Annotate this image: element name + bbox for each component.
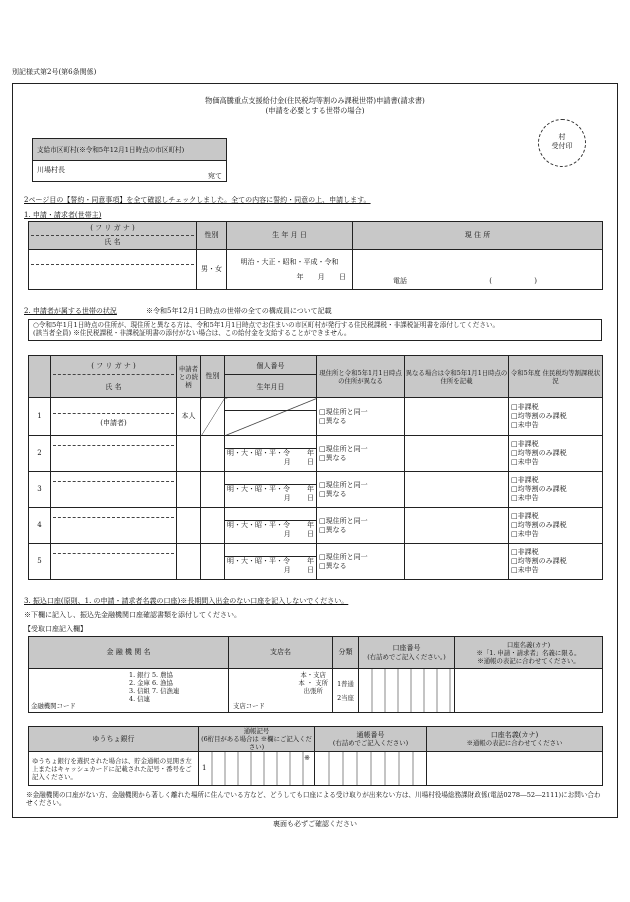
- section2-heading: 2. 申請者が属する世帯の状況: [24, 307, 117, 315]
- applicant-address-header: 現 住 所: [353, 222, 603, 250]
- applicant-dob-header: 生 年 月 日: [227, 222, 353, 250]
- household-row-sex[interactable]: [201, 544, 225, 580]
- municipality-value[interactable]: 川場村長: [37, 166, 65, 174]
- household-row-address-diff[interactable]: □現住所と同一 □異なる: [317, 508, 405, 544]
- yucho-header: ゆうちょ銀行: [29, 727, 199, 752]
- holder-cell[interactable]: [455, 669, 603, 713]
- household-row-dob[interactable]: 明・大・昭・平・令 年 月 日: [225, 436, 317, 472]
- bank-name-cell[interactable]: 1. 銀行 5. 農協 2. 金庫 6. 漁協 3. 信組 7. 信漁連 4. 信連 金融機関コード: [29, 669, 229, 713]
- applicant-name-header: [29, 222, 197, 250]
- household-row-address-diff[interactable]: □現住所と同一 □異なる: [317, 544, 405, 580]
- household-row-dob[interactable]: 明・大・昭・平・令 年 月 日: [225, 472, 317, 508]
- footer-note: ※金融機関の口座がない方、金融機関から著しく離れた場所に住んでいる方など、どうしても口座による受け取りが出来ない方は、川場村役場総務課財政係(電話0278―52―2111)にお問い合わせください。: [26, 791, 601, 808]
- applicant-sex-cell[interactable]: 男・女: [197, 250, 227, 290]
- applicant-name-cell[interactable]: [29, 250, 197, 290]
- passbook-no-header: 通帳番号 (右詰めでご記入ください): [315, 727, 427, 752]
- applicant-furigana-header: ( フ リ ガ ナ ): [31, 224, 194, 236]
- applicant-sex-header: 性別: [197, 222, 227, 250]
- household-row-tax[interactable]: □非課税 □均等割のみ課税 □未申告: [509, 544, 603, 580]
- household-address-diff-header: 現住所と令和5年1月1日時点の住所が異なる: [317, 356, 405, 398]
- household-sex-header: 性別: [201, 356, 225, 398]
- household-row-name[interactable]: [51, 544, 177, 580]
- household-row-diff-address[interactable]: [405, 472, 509, 508]
- household-no-header: [29, 356, 51, 398]
- municipality-box: [32, 138, 227, 182]
- household-row: [29, 508, 603, 544]
- branch-code-label: 支店コード: [233, 702, 265, 710]
- household-row-address-diff[interactable]: □現住所と同一 □異なる: [317, 436, 405, 472]
- household-row-dob[interactable]: [225, 398, 317, 436]
- acct-no-cell[interactable]: [359, 669, 455, 713]
- section3-note: ※下欄に記入し、振込先金融機関口座確認書類を添付してください。: [24, 611, 241, 619]
- household-row-relation[interactable]: [177, 544, 201, 580]
- household-name-label: 氏 名: [105, 382, 122, 391]
- yucho-holder-header: 口座名義(カナ) ※通帳の表記に合わせてください: [427, 727, 603, 752]
- stamp-line2: 受付印: [551, 141, 573, 150]
- household-row-name[interactable]: (申請者): [51, 398, 177, 436]
- household-row-tax[interactable]: □非課税 □均等割のみ課税 □未申告: [509, 472, 603, 508]
- household-name-header: [51, 356, 177, 398]
- household-diff-address-header: 異なる場合は令和5年1月1日時点の住所を記載: [405, 356, 509, 398]
- household-row-dob[interactable]: 明・大・昭・平・令 年 月 日: [225, 508, 317, 544]
- household-row-no: 5: [29, 544, 51, 580]
- household-row-dob[interactable]: 明・大・昭・平・令 年 月 日: [225, 544, 317, 580]
- type-cell[interactable]: 1普通 2当座: [333, 669, 359, 713]
- household-row-tax[interactable]: □非課税 □均等割のみ課税 □未申告: [509, 398, 603, 436]
- back-page-note: 裏面も必ずご確認ください: [273, 820, 357, 828]
- household-tax-header: 令和5年度 住民税均等割課税状況: [509, 356, 603, 398]
- type-header: 分類: [333, 637, 359, 669]
- passbook-header: 通帳記号 (6桁目がある場合は ※欄にご記入ください): [199, 727, 315, 752]
- phone-label: 電話: [393, 277, 407, 286]
- household-row-tax[interactable]: □非課税 □均等割のみ課税 □未申告: [509, 508, 603, 544]
- household-row-diff-address[interactable]: [405, 436, 509, 472]
- consent-text: 2ページ目の【誓約・同意事項】を全て確認しチェックしました。全ての内容に誓約・同意の上、申請します。: [24, 196, 371, 204]
- reception-stamp: [538, 119, 586, 167]
- household-dob-header: 生年月日: [256, 382, 285, 391]
- form-number: 別記様式第2号(第6条関係): [12, 68, 97, 76]
- household-row-relation[interactable]: [177, 472, 201, 508]
- section2-info-line1: ○令和5年1月1日時点の住所が、現住所と異なる方は、令和5年1月1日時点でお住まいの市区町村が発行する住民税課税・非課税証明書を添付してください。: [33, 321, 500, 329]
- household-row-address-diff[interactable]: □現住所と同一 □異なる: [317, 472, 405, 508]
- household-row: [29, 398, 603, 436]
- applicant-dob-cell[interactable]: [227, 250, 353, 290]
- household-row-diff-address[interactable]: [405, 398, 509, 436]
- household-furigana-header: ( フ リ ガ ナ ): [53, 362, 174, 375]
- form-subtitle: (申請を必要とする世帯の場合): [265, 106, 365, 115]
- section2-info-line2: (該当者全員) ※住民税課税・非課税証明書の添付がない場合は、この給付金を支給することができません。: [33, 329, 351, 338]
- bank-name-header: 金 融 機 関 名: [29, 637, 229, 669]
- applicant-era-options: 明治・大正・昭和・平成・令和: [240, 257, 339, 266]
- section2-info-box: [28, 319, 602, 341]
- municipality-label: 支給市区町村(※令和5年12月1日時点の市区町村): [33, 139, 226, 161]
- passbook-no-cell[interactable]: [315, 752, 427, 786]
- form-title: 物価高騰重点支援給付金(住民税均等割のみ課税世帯)申請書(請求書): [205, 96, 425, 105]
- phone-paren: ( ): [489, 277, 537, 286]
- applicant-dob-units: 年 月 日: [296, 272, 346, 281]
- acct-no-header: 口座番号 (右詰めでご記入ください。): [359, 637, 455, 669]
- household-relation-header: 申請者との続柄: [177, 356, 201, 398]
- household-row-tax[interactable]: □非課税 □均等割のみ課税 □未申告: [509, 436, 603, 472]
- household-row-name[interactable]: [51, 436, 177, 472]
- household-row-diff-address[interactable]: [405, 544, 509, 580]
- household-table: [28, 355, 603, 580]
- bank-table: [28, 636, 603, 713]
- passbook-cell[interactable]: 1 ※: [199, 752, 315, 786]
- household-row-relation[interactable]: [177, 508, 201, 544]
- household-row-diff-address[interactable]: [405, 508, 509, 544]
- section2-note: ※令和5年12月1日時点の世帯の全ての構成員について記載: [146, 307, 332, 315]
- section1-heading: 1. 申請・請求者(世帯主): [24, 211, 102, 219]
- household-row-sex[interactable]: [201, 436, 225, 472]
- household-row-name[interactable]: [51, 472, 177, 508]
- household-row: [29, 544, 603, 580]
- yucho-table: [28, 726, 603, 786]
- yucho-note-cell: ゆうちょ銀行を選択された場合は、貯金通帳の見開き左上またはキャッシュカードに記載された記号・番号をご記入ください。: [29, 752, 199, 786]
- applicant-table: [28, 221, 603, 290]
- bank-code-label: 金融機関コード: [31, 702, 76, 710]
- account-bracket-label: 【受取口座記入欄】: [24, 625, 87, 633]
- applicant-address-cell[interactable]: [353, 250, 603, 290]
- branch-header: 支店名: [229, 637, 333, 669]
- stamp-line1: 村: [558, 133, 566, 141]
- household-row-sex[interactable]: [201, 508, 225, 544]
- household-row-sex[interactable]: [201, 472, 225, 508]
- household-row-address-diff[interactable]: □現住所と同一 □異なる: [317, 398, 405, 436]
- municipality-suffix: 宛て: [208, 172, 222, 180]
- household-id-dob-header: [225, 356, 317, 398]
- branch-cell[interactable]: 本・支店 本 ・ 支所 出張所 支店コード: [229, 669, 333, 713]
- household-row-name[interactable]: [51, 508, 177, 544]
- section3-heading: 3. 振込口座(原則、1. の申請・請求者名義の口座)※長期間入出金のない口座を記入しないでください。: [24, 597, 349, 605]
- yucho-holder-cell[interactable]: [427, 752, 603, 786]
- household-row-no: 3: [29, 472, 51, 508]
- applicant-name-label: 氏 名: [104, 238, 121, 246]
- household-row-no: 4: [29, 508, 51, 544]
- household-row: [29, 472, 603, 508]
- household-row-relation[interactable]: [177, 436, 201, 472]
- household-row-relation[interactable]: 本人: [177, 398, 201, 436]
- household-row-no: 1: [29, 398, 51, 436]
- household-personal-no-header: 個人番号: [225, 362, 316, 375]
- holder-header: 口座名義(カナ) ※「1. 申請・請求者」名義に限る。 ※通帳の表記に合わせてください。: [455, 637, 603, 669]
- household-row-no: 2: [29, 436, 51, 472]
- household-row: [29, 436, 603, 472]
- household-row-sex[interactable]: [201, 398, 225, 436]
